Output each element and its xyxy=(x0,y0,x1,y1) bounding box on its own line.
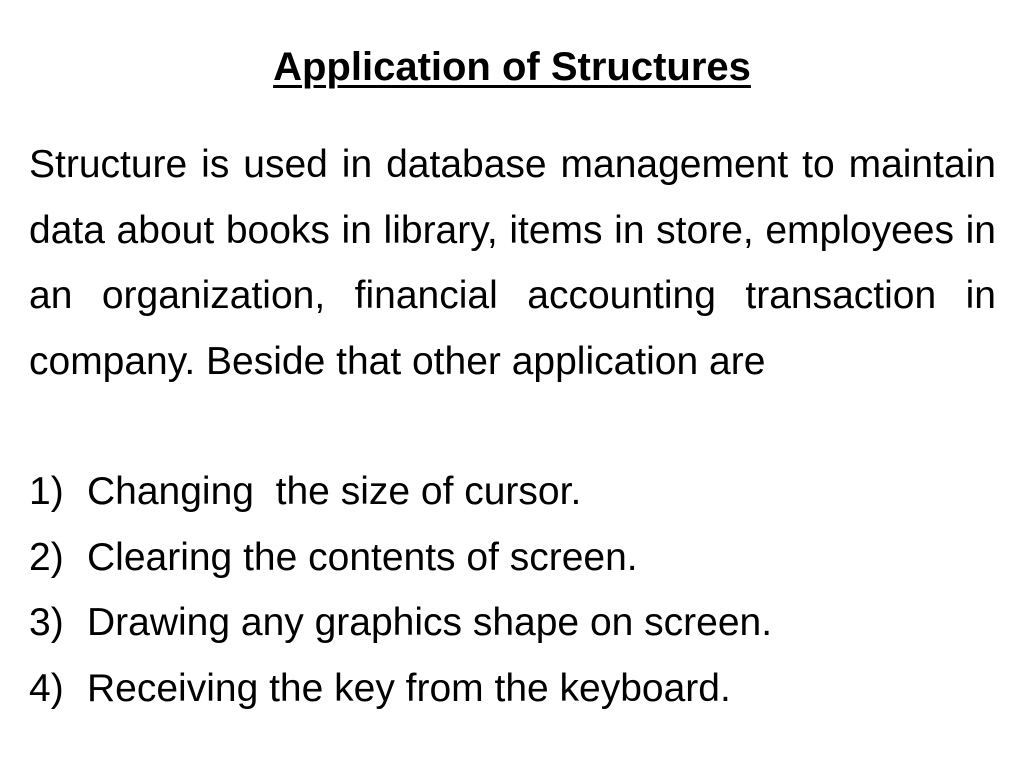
list-item-number: 1) xyxy=(29,470,64,513)
application-list xyxy=(29,459,996,721)
list-item xyxy=(29,656,996,722)
slide-title-container xyxy=(0,42,1024,92)
list-item xyxy=(29,459,996,525)
list-item xyxy=(29,590,996,656)
list-item xyxy=(29,525,996,591)
list-item-text: Receiving the key from the keyboard. xyxy=(87,666,731,710)
list-item-number: 2) xyxy=(29,535,64,579)
list-item-number: 4) xyxy=(29,666,64,710)
list-item-text: Changing the size of cursor. xyxy=(87,470,582,513)
slide-title: Application of Structures xyxy=(273,45,751,89)
list-item-text: Clearing the contents of screen. xyxy=(87,535,638,579)
list-item-number: 3) xyxy=(29,601,64,644)
body-paragraph: Structure is used in database management to maintain data about books in library, items in store, employees in an organization, financial accounting transaction in company. Beside that other application are xyxy=(29,143,996,383)
list-item-text: Drawing any graphics shape on screen. xyxy=(87,601,773,644)
